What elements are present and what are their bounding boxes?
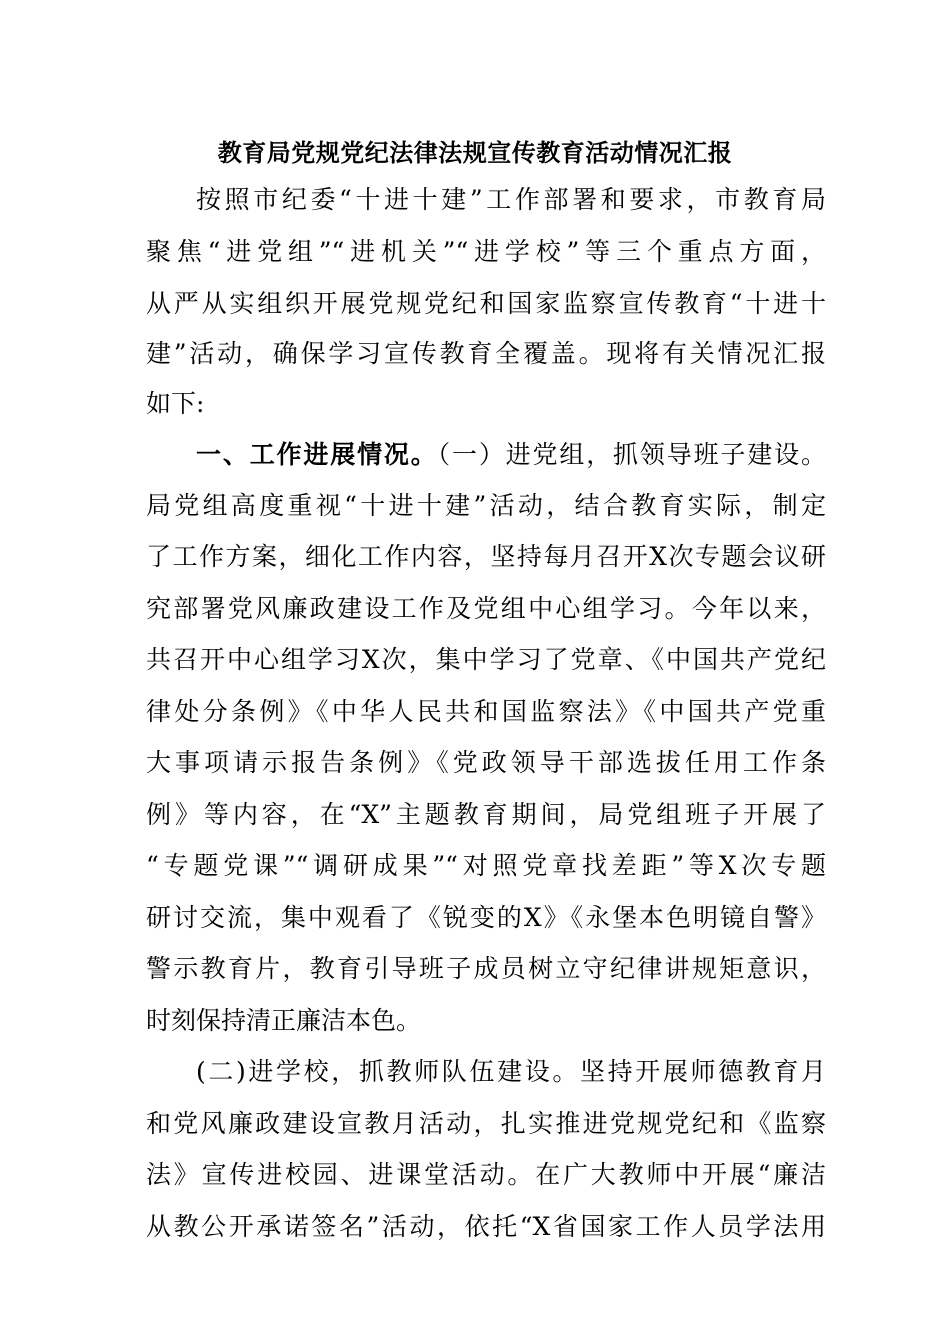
paragraph-line: 警示教育片，教育引导班子成员树立守纪律讲规矩意识， [146, 954, 826, 983]
section-heading-line [196, 429, 826, 481]
paragraph-line: 律处分条例》《中华人民共和国监察法》《中国共产党重 [146, 697, 826, 726]
paragraph-line: 从教公开承诺签名”活动，依托“X省国家工作人员学法用 [146, 1212, 826, 1241]
paragraph-line: 共召开中心组学习X次，集中学习了党章、《中国共产党纪 [146, 645, 826, 674]
paragraph-line: 研讨交流，集中观看了《锐变的X》《永堡本色明镜自警》 [146, 903, 826, 932]
paragraph-line: 按照市纪委“十进十建”工作部署和要求，市教育局 [196, 185, 826, 214]
paragraph-line: 和党风廉政建设宣教月活动，扎实推进党规党纪和《监察 [146, 1109, 826, 1138]
paragraph-line: 例》等内容，在“X”主题教育期间，局党组班子开展了 [146, 800, 826, 829]
section-heading: 一、工作进展情况。 [196, 440, 438, 469]
paragraph-line: 究部署党风廉政建设工作及党组中心组学习。今年以来， [146, 594, 826, 623]
paragraph-line: 从严从实组织开展党规党纪和国家监察宣传教育“十进十 [146, 289, 826, 318]
paragraph-line: (二)进学校，抓教师队伍建设。坚持开展师德教育月 [196, 1057, 826, 1086]
paragraph-line: 了工作方案，细化工作内容，坚持每月召开X次专题会议研 [146, 542, 826, 571]
paragraph-line: 如下: [146, 389, 205, 418]
paragraph-line: 建”活动，确保学习宣传教育全覆盖。现将有关情况汇报 [146, 339, 826, 368]
paragraph-line: 局党组高度重视“十进十建”活动，结合教育实际，制定 [146, 491, 826, 520]
paragraph-line: 时刻保持清正廉洁本色。 [146, 1006, 422, 1035]
paragraph-line: 法》宣传进校园、进课堂活动。在广大教师中开展“廉洁 [146, 1160, 826, 1189]
document-title: 教育局党规党纪法律法规宣传教育活动情况汇报 [217, 138, 733, 167]
paragraph-line: 大事项请示报告条例》《党政领导干部选拔任用工作条 [146, 748, 826, 777]
subsection-heading: （一）进党组，抓领导班子建设。 [437, 440, 826, 469]
paragraph-line: “专题党课”“调研成果”“对照党章找差距”等X次专题 [146, 851, 826, 880]
paragraph-line: 聚焦“进党组”“进机关”“进学校”等三个重点方面， [146, 237, 826, 266]
